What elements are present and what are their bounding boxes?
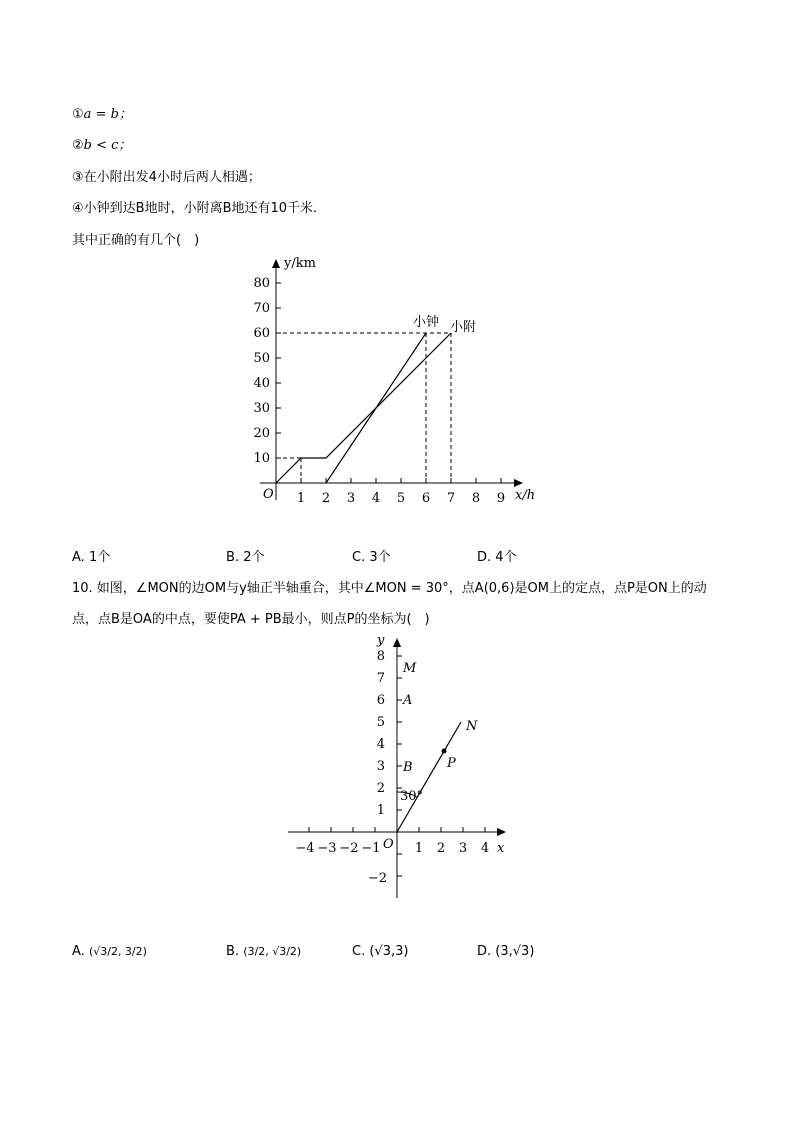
option-text: 1个 xyxy=(88,550,111,565)
y-tick-label: 40 xyxy=(253,376,270,391)
x-tick-label: −2 xyxy=(339,841,359,856)
y-tick-label: 7 xyxy=(376,671,385,686)
option-text: (3/2, √3/2) xyxy=(243,945,302,958)
x-tick-label: 3 xyxy=(458,841,468,856)
y-tick-label: 4 xyxy=(376,737,385,752)
q9-option-b[interactable] xyxy=(226,546,264,565)
option-letter: D. xyxy=(477,550,492,565)
x-axis-label: x/h xyxy=(515,488,536,503)
statement-number: ② xyxy=(72,138,84,153)
origin-label: O xyxy=(383,837,394,852)
q10-option-c[interactable] xyxy=(352,944,408,959)
x-tick-label: 2 xyxy=(321,491,331,506)
x-tick-label: −4 xyxy=(295,841,315,856)
x-tick-label: −3 xyxy=(317,841,337,856)
x-tick-label: 1 xyxy=(414,841,424,856)
statement-number: ③ xyxy=(72,170,84,185)
option-letter: B. xyxy=(226,944,240,959)
x-axis-arrow xyxy=(497,828,506,836)
option-text: 4个 xyxy=(495,550,517,565)
x-tick-label: 3 xyxy=(346,491,356,506)
option-letter: D. xyxy=(477,944,492,959)
y-tick-label: 70 xyxy=(253,301,270,316)
y-axis-label: y xyxy=(377,633,385,648)
statement-2 xyxy=(72,134,131,153)
x-tick-label: −1 xyxy=(361,841,381,856)
q10-option-b[interactable] xyxy=(226,944,301,959)
statement-4 xyxy=(72,197,326,216)
x-tick-label: 5 xyxy=(396,491,406,506)
y-tick-label: 8 xyxy=(376,649,385,664)
y-tick-label: 80 xyxy=(253,276,270,291)
option-text: (√3,3) xyxy=(369,944,409,959)
line-xiaozhong xyxy=(326,333,426,483)
q10-option-d[interactable] xyxy=(477,944,534,959)
statement-text: 小钟到达B地时，小附离B地还有10千米． xyxy=(83,201,327,216)
line-label-xiaozhong: 小钟 xyxy=(413,315,440,330)
y-tick-label: 50 xyxy=(253,351,270,366)
q9-option-d[interactable] xyxy=(477,546,517,565)
y-tick-label: 6 xyxy=(376,693,385,708)
y-tick-label: 5 xyxy=(376,715,385,730)
option-text: 2个 xyxy=(243,550,265,565)
point-p-marker xyxy=(442,749,447,754)
option-letter: C. xyxy=(352,550,366,565)
point-m-label: M xyxy=(403,661,417,676)
q9-option-a[interactable] xyxy=(72,546,110,565)
x-tick-label: 2 xyxy=(436,841,446,856)
x-tick-label: 4 xyxy=(371,491,381,506)
x-axis-arrow xyxy=(514,479,523,487)
line-xiaofu xyxy=(276,333,451,483)
statement-text: 在小附出发4小时后两人相遇； xyxy=(83,170,261,185)
statement-3 xyxy=(72,166,261,185)
y-axis-arrow xyxy=(272,259,280,268)
q10-option-a[interactable] xyxy=(72,944,147,959)
coordinate-graph xyxy=(280,628,520,903)
y-tick-label: 3 xyxy=(376,759,385,774)
x-tick-label: 9 xyxy=(496,491,506,506)
option-letter: C. xyxy=(352,944,366,959)
y-tick-label: 20 xyxy=(253,426,270,441)
point-n-label: N xyxy=(466,719,478,734)
statement-number: ① xyxy=(72,107,84,122)
option-letter: A. xyxy=(72,550,85,565)
statement-text: a = b； xyxy=(83,107,132,122)
point-b-label: B xyxy=(403,760,413,775)
y-tick-label: 2 xyxy=(376,781,385,796)
y-tick-label: 30 xyxy=(253,401,270,416)
question-10-line-2: 点，点B是OA的中点，要使PA + PB最小，则点P的坐标为( ) xyxy=(72,612,430,627)
option-letter: A. xyxy=(72,944,85,959)
point-a-label: A xyxy=(403,693,413,708)
question-9-prompt: 其中正确的有几个( ) xyxy=(72,233,200,248)
y-axis-arrow xyxy=(393,638,401,647)
y-tick-label: 1 xyxy=(376,803,385,818)
x-tick-label: 7 xyxy=(446,491,456,506)
option-text: (3,√3) xyxy=(495,944,535,959)
x-tick-label: 4 xyxy=(480,841,490,856)
y-tick-label: −2 xyxy=(367,871,387,886)
angle-label: 30° xyxy=(400,789,424,804)
y-tick-label: 60 xyxy=(253,326,270,341)
option-text: (√3/2, 3/2) xyxy=(88,945,147,958)
point-p-label: P xyxy=(447,756,456,771)
q9-option-c[interactable] xyxy=(352,546,391,565)
option-text: 3个 xyxy=(369,550,391,565)
option-letter: B. xyxy=(226,550,240,565)
statement-text: b < c； xyxy=(83,138,132,153)
y-tick-label: 10 xyxy=(253,451,270,466)
x-tick-label: 8 xyxy=(471,491,481,506)
x-tick-label: 6 xyxy=(421,491,431,506)
y-axis-label: y/km xyxy=(284,256,316,271)
question-10-line-1: 10. 如图，∠MON的边OM与y轴正半轴重合，其中∠MON = 30°，点A(0,6)是OM上的定点，点P是ON上的动 xyxy=(72,581,707,596)
line-label-xiaofu: 小附 xyxy=(450,320,477,335)
x-axis-label: x xyxy=(497,841,505,856)
origin-label: O xyxy=(263,487,274,502)
statement-number: ④ xyxy=(72,201,84,216)
x-tick-label: 1 xyxy=(296,491,306,506)
distance-time-graph xyxy=(240,250,550,512)
ray-on xyxy=(397,722,461,832)
statement-1 xyxy=(72,103,132,122)
